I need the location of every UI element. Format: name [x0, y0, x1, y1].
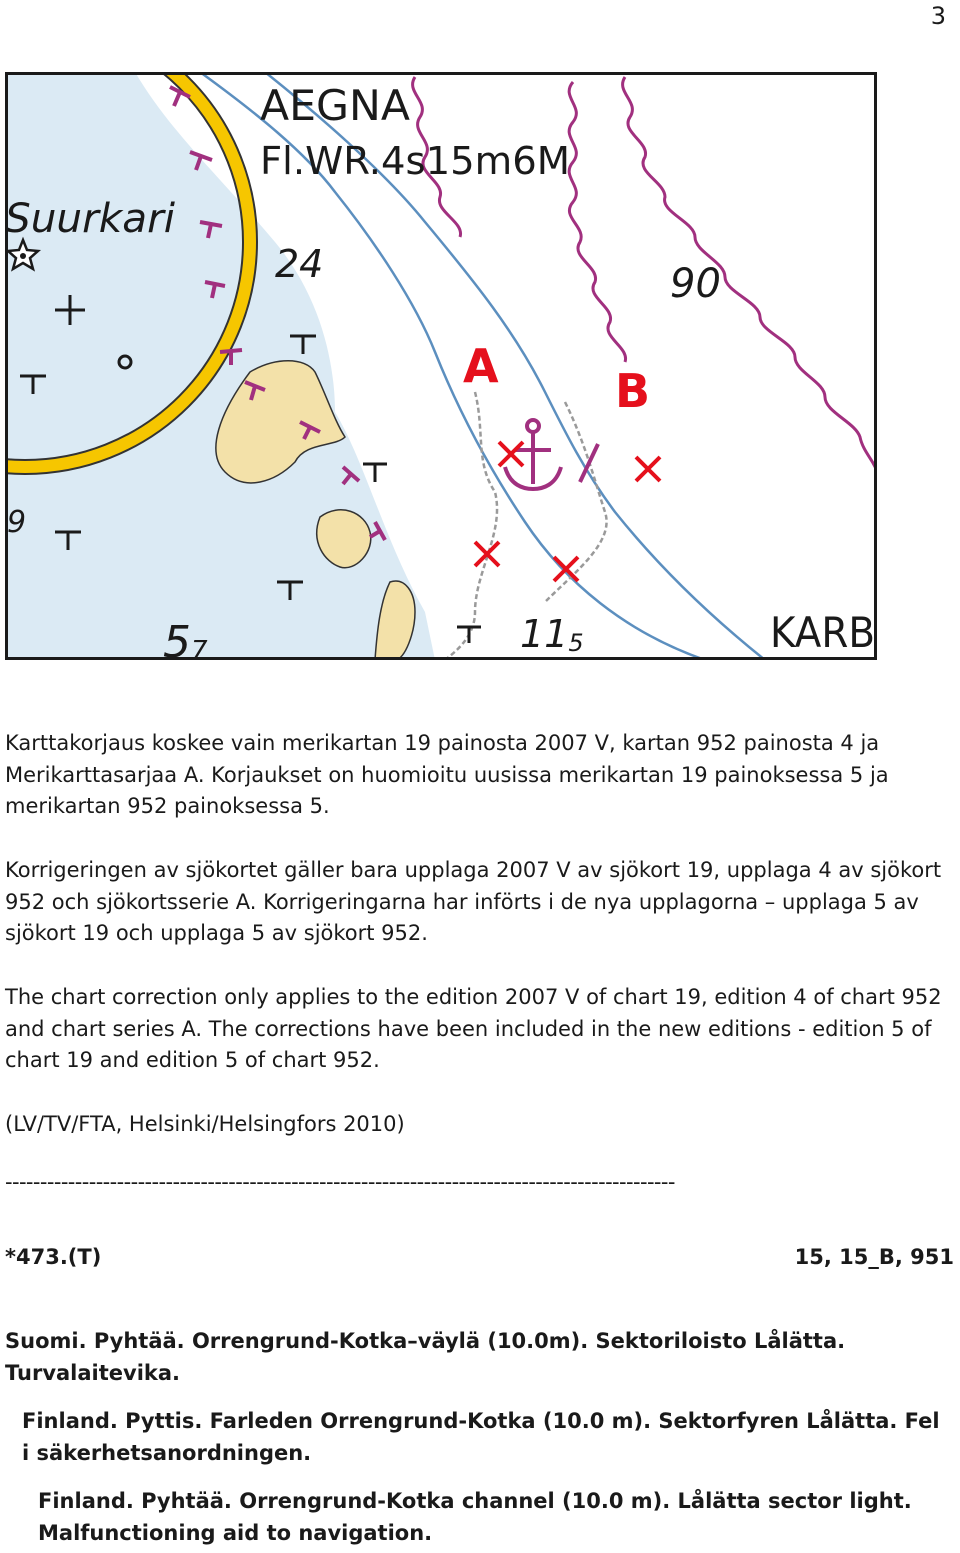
label-depth-9: 9: [7, 505, 27, 540]
label-marker-b: B: [615, 364, 651, 418]
label-depth-57: 57: [163, 617, 208, 660]
notice-finnish: Suomi. Pyhtää. Orrengrund-Kotka–väylä (10.0m). Sektoriloisto Lålätta. Turvalaitevika.: [5, 1329, 846, 1385]
label-place-karb: KARB: [770, 608, 875, 657]
source-attribution: (LV/TV/FTA, Helsinki/Helsingfors 2010): [5, 1112, 405, 1136]
label-marker-a: A: [463, 339, 499, 393]
nautical-chart-excerpt: [5, 72, 877, 660]
label-depth-24: 24: [275, 242, 324, 286]
affected-charts: 15, 15_B, 951: [794, 1245, 954, 1269]
label-depth-90: 90: [670, 261, 721, 307]
notice-number: *473.(T): [5, 1245, 102, 1269]
notice-swedish: Finland. Pyttis. Farleden Orrengrund-Kotka (10.0 m). Sektorfyren Lålätta. Fel i säkerhetsanordningen.: [22, 1409, 940, 1465]
paragraph-finnish: Karttakorjaus koskee vain merikartan 19 painosta 2007 V, kartan 952 painosta 4 ja Merikarttasarjaa A. Korjaukset on huomioitu uusissa merikartan 19 painoksessa 5 ja merikartan 952 painoksessa 5.: [5, 731, 889, 818]
label-light-characteristic: Fl.WR.4s15m6M: [260, 139, 570, 183]
page-number: 3: [930, 2, 946, 30]
section-divider: ------------------------------------------------------------------------------------------------: [5, 1170, 675, 1194]
paragraph-swedish: Korrigeringen av sjökortet gäller bara upplaga 2007 V av sjökort 19, upplaga 4 av sjökort 952 och sjökortsserie A. Korrigeringarna har införts i de nya upplagorna – upplaga 5 av sjökort 19 och upplaga 5 av sjökort 952.: [5, 858, 942, 945]
notice-english: Finland. Pyhtää. Orrengrund-Kotka channel (10.0 m). Lålätta sector light. Malfunctioning aid to navigation.: [38, 1489, 912, 1545]
label-depth-115: 115: [520, 612, 584, 657]
label-place-suurkari: Suurkari: [5, 196, 175, 242]
paragraph-english: The chart correction only applies to the edition 2007 V of chart 19, edition 4 of chart 952 and chart series A. The corrections have been included in the new editions - edition 5 of chart 19 and edition 5 of chart 952.: [5, 985, 942, 1072]
label-island-name: AEGNA: [260, 81, 411, 130]
